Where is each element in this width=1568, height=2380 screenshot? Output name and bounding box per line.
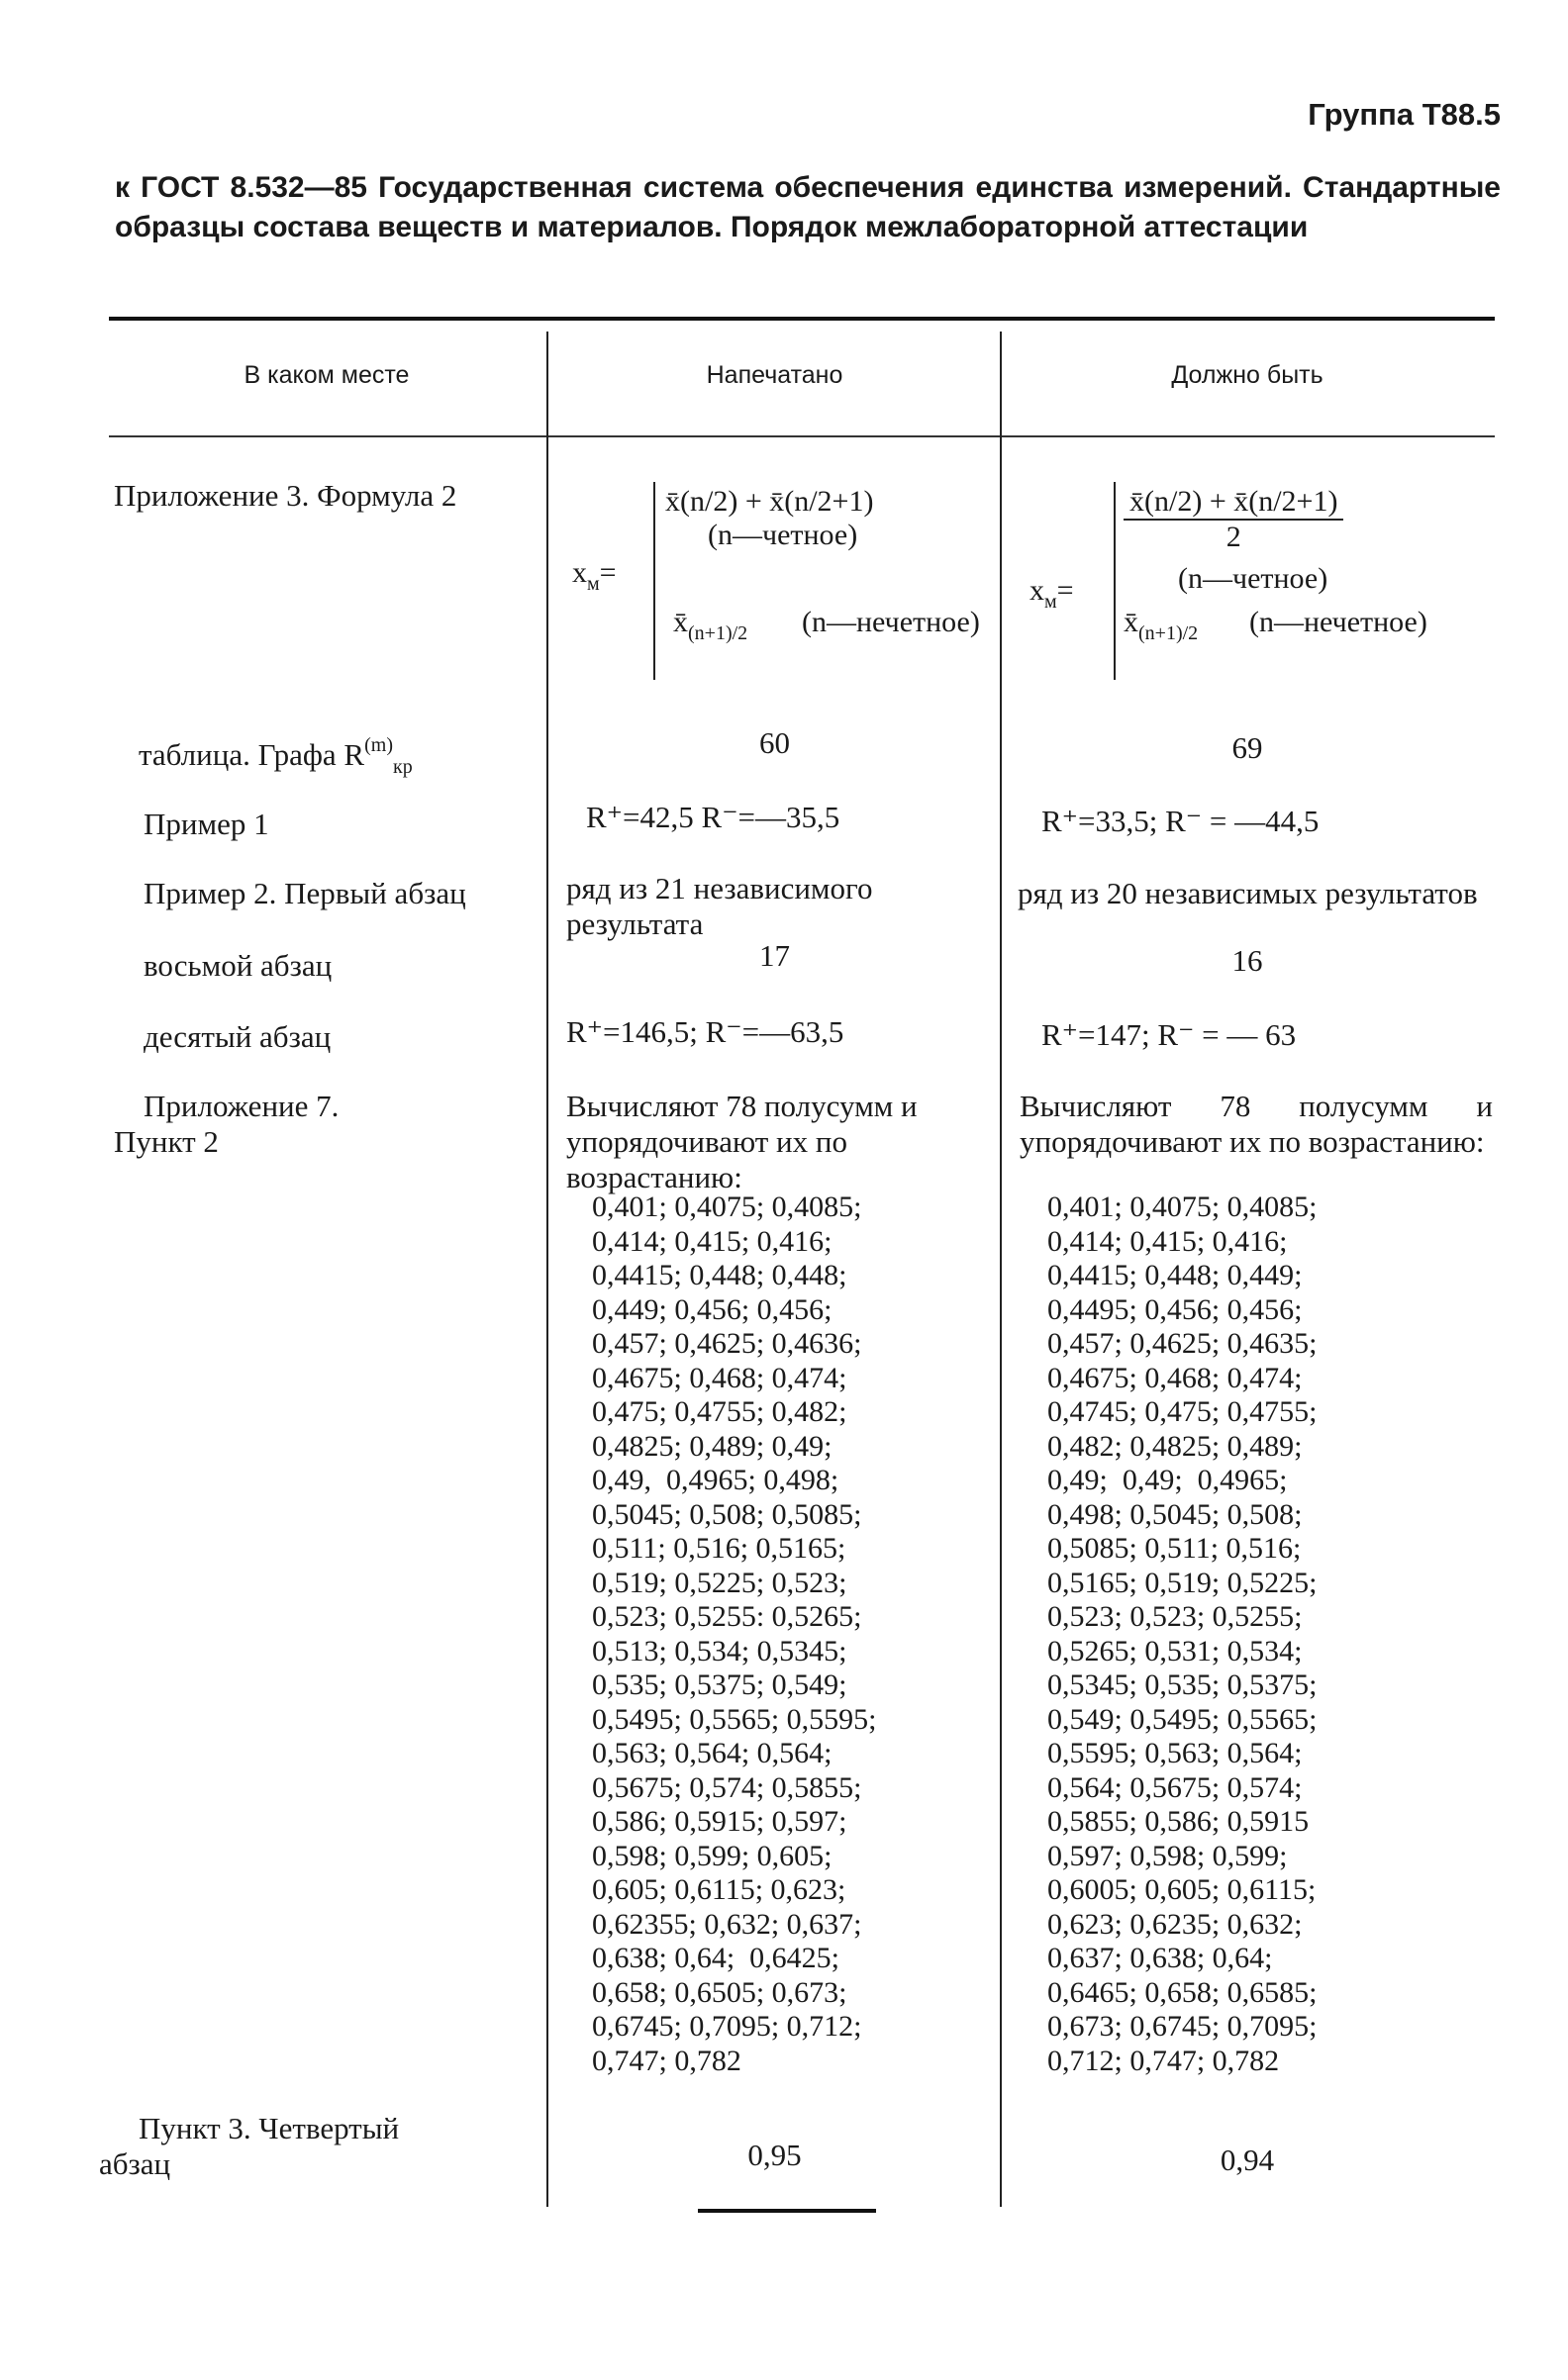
correct-formula-denominator: 2	[1225, 521, 1241, 553]
correct-formula-line3-sub: (n+1)/2	[1138, 622, 1199, 644]
printed_values-line: 0,457; 0,4625; 0,4636;	[592, 1327, 862, 1360]
correct_values-line: 0,482; 0,4825; 0,489;	[1047, 1429, 1303, 1463]
correct_values-line: 0,5265; 0,531; 0,534;	[1047, 1634, 1303, 1667]
correct_values-line: 0,6465; 0,658; 0,6585;	[1047, 1975, 1318, 2009]
correct_values-line: 0,498; 0,5045; 0,508;	[1047, 1497, 1303, 1531]
printed_values-line: 0,5675; 0,574; 0,5855;	[592, 1770, 862, 1804]
printed_values-line: 0,49, 0,4965; 0,498;	[592, 1464, 839, 1496]
row-place-point3: Пункт 3. Четвертый абзац	[99, 2111, 400, 2181]
column-header-place: В каком месте	[244, 361, 410, 389]
correct-formula-brace	[1114, 482, 1116, 680]
printed_values-line: 0,414; 0,415; 0,416;	[592, 1224, 833, 1258]
printed-formula-brace	[653, 482, 655, 680]
correct_values-line: 0,5855; 0,586; 0,5915	[1047, 1805, 1310, 1838]
row-place-sub: кр	[393, 756, 413, 778]
printed_values-line: 0,513; 0,534; 0,5345;	[592, 1634, 847, 1667]
printed-formula-lhs: x	[572, 556, 587, 589]
printed_values-line: 0,658; 0,6505; 0,673;	[592, 1975, 847, 2009]
column-header-printed: Напечатано	[706, 361, 843, 389]
correct_values-line: 0,637; 0,638; 0,64;	[1047, 1942, 1273, 1974]
row-correct-point3: 0,94	[1220, 2142, 1275, 2177]
row-place-formula: Приложение 3. Формула 2	[114, 478, 457, 513]
row-place-table-column-text: таблица. Графа R	[139, 737, 365, 772]
row-printed-example1: R⁺=42,5 R⁻=—35,5	[586, 800, 840, 834]
correct_values-line: 0,49; 0,49; 0,4965;	[1047, 1464, 1288, 1496]
row-place-sup: (m)	[364, 734, 393, 756]
document-title: к ГОСТ 8.532—85 Государственная система обеспечения единства измерений. Стандартные образцы состава веществ и материалов. Порядок межлабораторной аттестации	[115, 171, 1501, 243]
row-place-example1: Пример 1	[144, 807, 269, 841]
group-code: Группа Т88.5	[1308, 97, 1501, 132]
correct_values-line: 0,5165; 0,519; 0,5225;	[1047, 1566, 1318, 1599]
row-correct-example2: ряд из 20 независимых результатов	[1018, 876, 1478, 910]
correct_values-line: 0,5595; 0,563; 0,564;	[1047, 1737, 1303, 1769]
correct-formula-line2: (n—четное)	[1178, 562, 1328, 595]
printed_values-line: 0,5045; 0,508; 0,5085;	[592, 1497, 862, 1531]
printed_values-line: 0,475; 0,4755; 0,482;	[592, 1395, 847, 1428]
correct_values-line: 0,5085; 0,511; 0,516;	[1047, 1532, 1302, 1565]
row-place-table-column	[139, 727, 535, 785]
printed_values-line: 0,535; 0,5375; 0,549;	[592, 1668, 847, 1701]
correct-formula-lhs: x	[1029, 574, 1044, 607]
printed_values-line: 0,4825; 0,489; 0,49;	[592, 1429, 833, 1463]
row-correct-example1: R⁺=33,5; R⁻ = —44,5	[1041, 804, 1320, 838]
correct-formula-line3-note: (n—нечетное)	[1249, 606, 1427, 638]
printed-formula-line3-note: (n—нечетное)	[802, 606, 980, 638]
printed_values-line: 0,586; 0,5915; 0,597;	[592, 1805, 847, 1838]
printed_values-line: 0,62355; 0,632; 0,637;	[592, 1907, 862, 1941]
column-divider-2	[1000, 332, 1002, 2207]
row-correct-paragraph8: 16	[1231, 943, 1263, 978]
correct_values-line: 0,414; 0,415; 0,416;	[1047, 1224, 1288, 1258]
row-place-appendix7: Приложение 7. Пункт 2	[114, 1089, 340, 1159]
row-correct-paragraph10: R⁺=147; R⁻ = — 63	[1041, 1017, 1297, 1052]
correct_values-line: 0,4495; 0,456; 0,456;	[1047, 1292, 1303, 1326]
correct-formula-fraction	[1124, 485, 1343, 554]
correct-formula-eq: =	[1056, 574, 1074, 607]
correct_values-line: 0,712; 0,747; 0,782	[1047, 2044, 1280, 2077]
printed_values-line: 0,598; 0,599; 0,605;	[592, 1839, 833, 1872]
correct_values-line: 0,401; 0,4075; 0,4085;	[1047, 1190, 1318, 1223]
printed-formula-lhs-sub: м	[587, 573, 600, 595]
printed_values-line: 0,605; 0,6115; 0,623;	[592, 1873, 846, 1906]
correct_values-line: 0,4675; 0,468; 0,474;	[1047, 1361, 1303, 1394]
correct_values-line: 0,457; 0,4625; 0,4635;	[1047, 1327, 1318, 1360]
row-place-example2: Пример 2. Первый абзац	[144, 876, 466, 910]
row-printed-paragraph10: R⁺=146,5; R⁻=—63,5	[566, 1014, 844, 1049]
printed_values-line: 0,449; 0,456; 0,456;	[592, 1292, 833, 1326]
row-printed-intro: Вычисляют 78 полусумм и упорядочивают их по возрастанию:	[566, 1089, 918, 1194]
row-place-paragraph8: восьмой абзац	[144, 948, 333, 983]
row-correct-intro: Вычисляют 78 полусумм и упорядочивают их по возрастанию:	[1020, 1089, 1493, 1159]
printed-formula-line3: x̄	[673, 606, 688, 638]
correct-formula-line3: x̄	[1124, 606, 1138, 638]
correct_values-line: 0,5345; 0,535; 0,5375;	[1047, 1668, 1318, 1701]
printed_values-line: 0,638; 0,64; 0,6425;	[592, 1942, 840, 1974]
printed_values-line: 0,523; 0,5255: 0,5265;	[592, 1600, 862, 1633]
row-printed-paragraph8: 17	[759, 938, 790, 973]
printed-formula-line3-sub: (n+1)/2	[688, 622, 748, 644]
printed_values-line: 0,511; 0,516; 0,5165;	[592, 1532, 846, 1565]
correct_values-line: 0,549; 0,5495; 0,5565;	[1047, 1702, 1318, 1736]
printed_values-line: 0,747; 0,782	[592, 2044, 741, 2077]
printed-values-list	[592, 1190, 877, 2078]
correct-values-list	[1047, 1190, 1318, 2078]
printed-formula-eq: =	[599, 556, 617, 589]
correct_values-line: 0,4745; 0,475; 0,4755;	[1047, 1395, 1318, 1428]
correct_values-line: 0,673; 0,6745; 0,7095;	[1047, 2010, 1318, 2043]
table-header-rule	[109, 435, 1495, 437]
printed-formula-line1: x̄(n/2) + x̄(n/2+1)	[665, 485, 874, 518]
printed_values-line: 0,519; 0,5225; 0,523;	[592, 1566, 847, 1599]
row-printed-table-value: 60	[759, 725, 790, 760]
printed_values-line: 0,401; 0,4075; 0,4085;	[592, 1190, 862, 1223]
row-correct-table-value: 69	[1231, 730, 1263, 765]
row-printed-point3: 0,95	[747, 2138, 802, 2172]
printed_values-line: 0,4675; 0,468; 0,474;	[592, 1361, 847, 1394]
table-top-rule	[109, 317, 1495, 321]
correct_values-line: 0,564; 0,5675; 0,574;	[1047, 1770, 1303, 1804]
printed_values-line: 0,563; 0,564; 0,564;	[592, 1737, 833, 1769]
correct-formula-lhs-sub: м	[1044, 591, 1057, 613]
correct_values-line: 0,597; 0,598; 0,599;	[1047, 1839, 1288, 1872]
end-rule	[698, 2209, 876, 2213]
correct_values-line: 0,623; 0,6235; 0,632;	[1047, 1907, 1303, 1941]
column-divider-1	[546, 332, 548, 2207]
correct_values-line: 0,523; 0,523; 0,5255;	[1047, 1600, 1303, 1633]
printed_values-line: 0,4415; 0,448; 0,448;	[592, 1259, 847, 1291]
correct_values-line: 0,4415; 0,448; 0,449;	[1047, 1259, 1303, 1291]
printed_values-line: 0,5495; 0,5565; 0,5595;	[592, 1702, 877, 1736]
row-place-paragraph10: десятый абзац	[144, 1019, 332, 1054]
row-printed-example2: ряд из 21 независимого результата	[566, 871, 873, 941]
printed_values-line: 0,6745; 0,7095; 0,712;	[592, 2010, 862, 2043]
column-header-correct: Должно быть	[1171, 361, 1323, 389]
correct-formula-numerator: x̄(n/2) + x̄(n/2+1)	[1124, 485, 1343, 521]
printed-formula-line2: (n—четное)	[708, 519, 858, 551]
correct_values-line: 0,6005; 0,605; 0,6115;	[1047, 1873, 1317, 1906]
